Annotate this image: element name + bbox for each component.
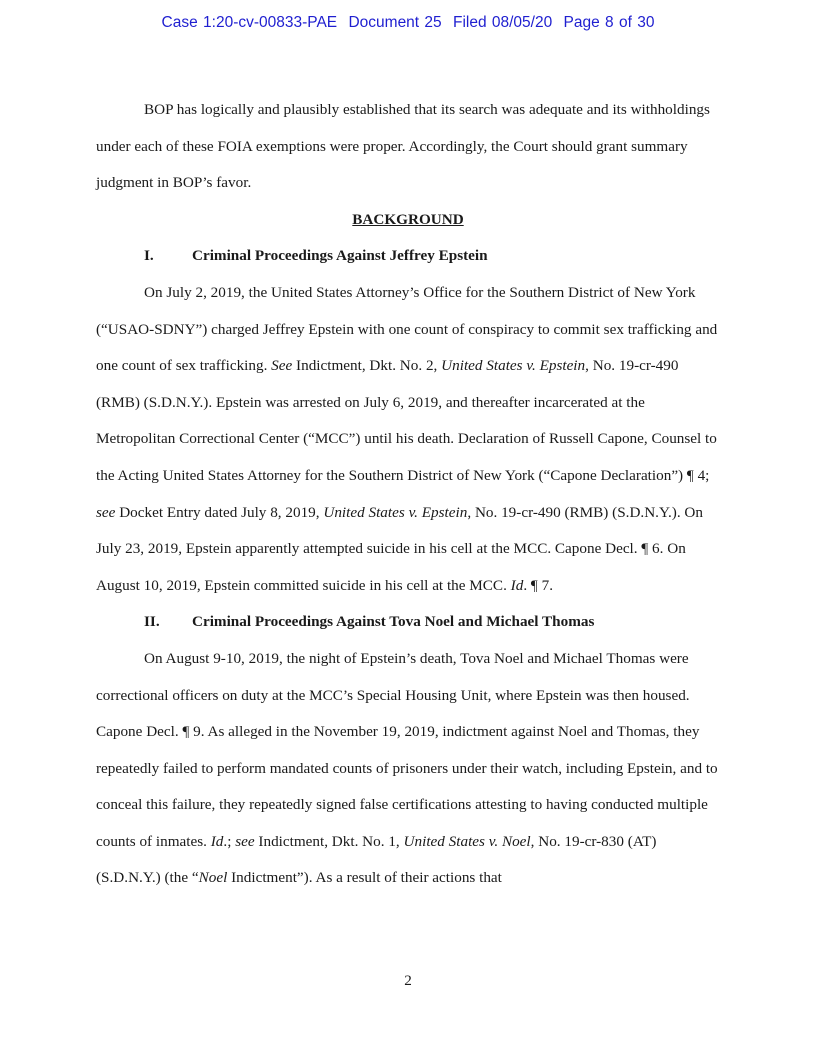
case-citation: United States v. Epstein <box>441 357 586 375</box>
section-number: II. <box>144 613 160 631</box>
section-title: Criminal Proceedings Against Tova Noel and Michael Thomas <box>192 613 595 631</box>
case-short-name: Noel <box>198 869 228 887</box>
signal-see: See <box>271 357 293 375</box>
case-citation: United States v. Noel <box>403 832 531 850</box>
background-heading: BACKGROUND <box>352 210 464 228</box>
document-body <box>96 92 720 897</box>
section-1-paragraph <box>96 275 720 604</box>
section-number: I. <box>144 247 154 265</box>
text-run: On August 9-10, 2019, the night of Epstein’s death, Tova Noel and Michael Thomas were correctional officers on duty at the MCC’s Special Housing Unit, where Epstein was then housed. Capone Decl. ¶ 9. As alleged in the November 19, 2019, indictment against Noel and Thomas, they repeatedly failed to perform mandated counts of prisoners under their watch, including Epstein, and to conceal this failure, they repeatedly signed false certifications attesting to having conducted multiple counts of inmates. <box>96 649 718 850</box>
signal-see: see <box>235 832 255 850</box>
section-title: Criminal Proceedings Against Jeffrey Epstein <box>192 247 488 265</box>
case-header <box>0 14 816 32</box>
header-case-number: Case 1:20-cv-00833-PAE <box>161 14 338 31</box>
text-run: , No. 19-cr-490 (RMB) (S.D.N.Y.). On July 23, 2019, Epstein apparently attempted suicide in his cell at the MCC. Capone Decl. ¶ 6. On August 10, 2019, Epstein committed suicide in his cell at the MCC. <box>96 503 703 594</box>
text-run: On July 2, 2019, the United States Attorney’s Office for the Southern District of New York (“USAO-SDNY”) charged Jeffrey Epstein with one count of conspiracy to commit sex trafficking and one count of sex trafficking. <box>96 283 718 375</box>
section-heading-1 <box>96 238 720 275</box>
signal-id: Id <box>510 576 524 594</box>
page-number: 2 <box>404 972 412 989</box>
section-heading-2 <box>96 604 720 641</box>
text-run: . ¶ 7. <box>523 576 553 594</box>
header-document: Document 25 <box>348 14 442 31</box>
header-filed-date: Filed 08/05/20 <box>452 14 553 31</box>
intro-paragraph: BOP has logically and plausibly established that its search was adequate and its withholdings under each of these FOIA exemptions were proper. Accordingly, the Court should grant summary judgment in BOP’s favor. <box>96 101 710 192</box>
text-run: .; <box>223 832 236 850</box>
signal-see: see <box>96 503 116 521</box>
text-run: Indictment”). As a result of their actions that <box>227 869 502 887</box>
text-run: Indictment, Dkt. No. 2, <box>292 357 442 375</box>
text-run: , No. 19-cr-490 (RMB) (S.D.N.Y.). Epstein was arrested on July 6, 2019, and thereafter incarcerated at the Metropolitan Correctional Center (“MCC”) until his death. Declaration of Russell Capone, Counsel to the Acting United States Attorney for the Southern District of New York (“Capone Declaration”) ¶ 4; <box>96 357 717 484</box>
text-run: Indictment, Dkt. No. 1, <box>254 832 404 850</box>
case-citation: United States v. Epstein <box>323 503 468 521</box>
header-page: Page 8 of 30 <box>563 14 655 31</box>
signal-id: Id <box>210 832 224 850</box>
section-2-paragraph <box>96 641 720 897</box>
text-run: , No. 19-cr-830 (AT) (S.D.N.Y.) (the “ <box>96 832 657 887</box>
text-run: Docket Entry dated July 8, 2019, <box>115 503 324 521</box>
